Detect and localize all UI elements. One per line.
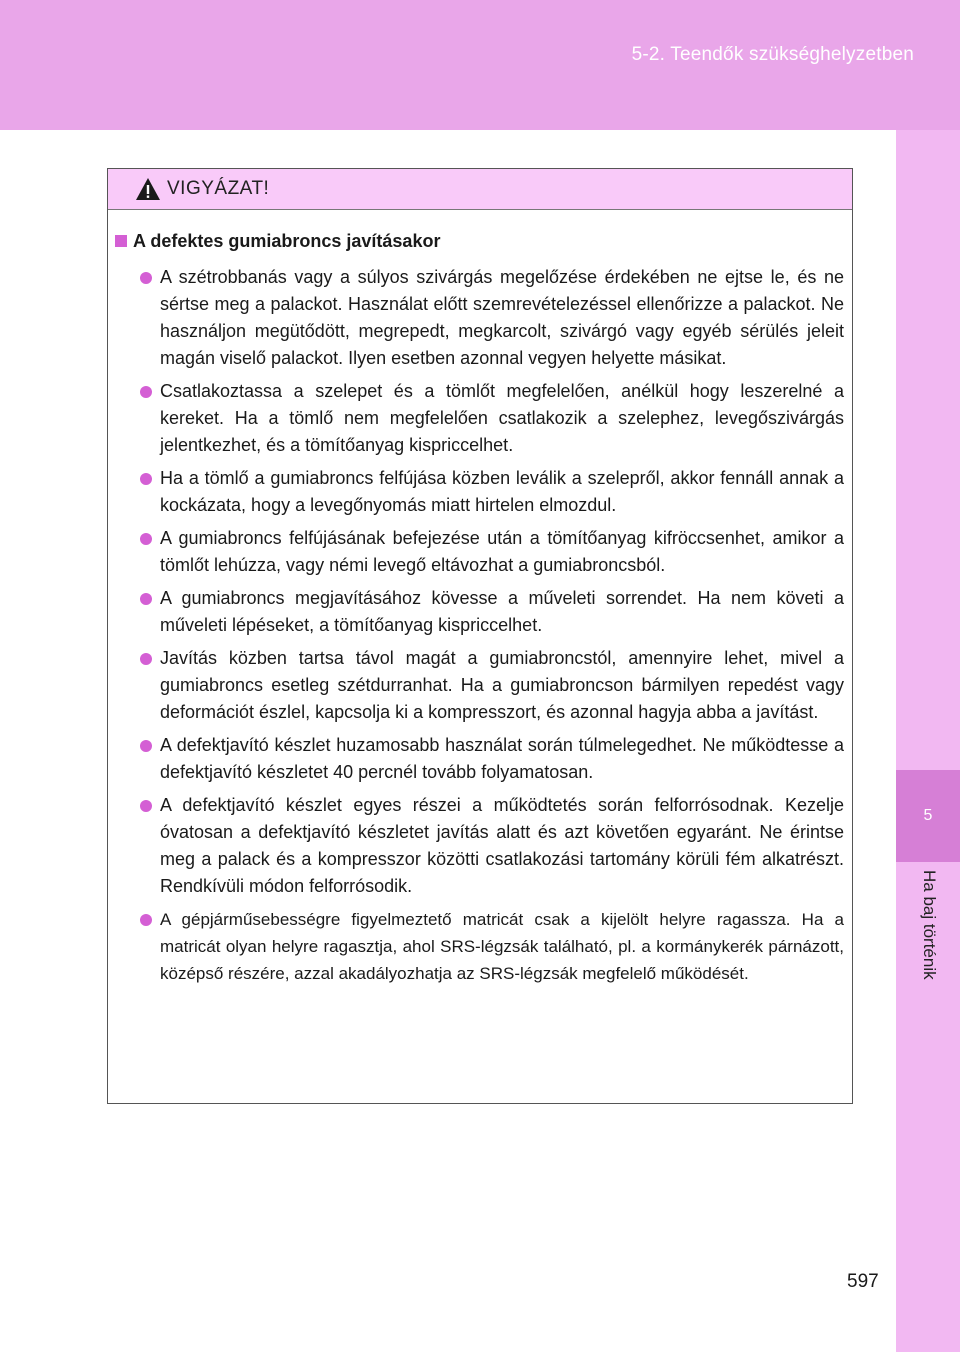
circle-bullet-icon: [140, 593, 152, 605]
list-item: [115, 525, 844, 579]
circle-bullet-icon: [140, 473, 152, 485]
list-item-text: A defektjavító készlet egyes részei a működtetés során felforrósodnak. Kezelje óvatosan a defektjavító készletet javítás alatt és azt követően egyaránt. Ne érintse meg a palack és a kompresszor közötti csatlakozási tartomány körüli fém alkatrészt. Rendkívüli módon felforrósodik.: [160, 795, 844, 896]
list-item: [115, 378, 844, 459]
header-band: [0, 0, 960, 130]
caution-box: [107, 168, 853, 1104]
list-item-text: A szétrobbanás vagy a súlyos szivárgás megelőzése érdekében ne ejtse le, és ne sértse meg a palackot. Használat előtt szemrevételezéssel ellenőrizze a palackot. Ne használjon megütődött, megrepedt, megkarcolt, szivárgó vagy egyéb sérülés jeleit magán viselő palackot. Ilyen esetben azonnal vegyen helyette másikat.: [160, 267, 844, 368]
caution-header: [108, 169, 852, 210]
page-number: 597: [847, 1271, 879, 1292]
chapter-title: Ha baj történik: [920, 870, 939, 980]
list-item-text: A gumiabroncs megjavításához kövesse a műveleti sorrendet. Ha nem követi a műveleti lépéseket, a tömítőanyag kispriccelhet.: [160, 588, 844, 635]
section-header: 5-2. Teendők szükséghelyzetben: [631, 44, 914, 65]
list-item: [115, 732, 844, 786]
list-item: [115, 645, 844, 726]
list-item: [115, 465, 844, 519]
caution-title: VIGYÁZAT!: [167, 178, 270, 199]
side-tab: [896, 130, 960, 1352]
list-item-text: Csatlakoztassa a szelepet és a tömlőt megfelelően, anélkül hogy leszerelné a kereket. Ha a tömlő nem megfelelően csatlakozik a szelephez, levegőszivárgás jelentkezhet, és a tömítőanyag kispriccelhet.: [160, 381, 844, 455]
list-item-text: Javítás közben tartsa távol magát a gumiabroncstól, amennyire lehet, mivel a gumiabroncs esetleg szétdurranhat. Ha a gumiabroncson bármilyen repedést vagy deformációt észlel, kapcsolja ki a kompresszort, és azonnal hagyja abba a javítást.: [160, 648, 844, 722]
list-item-text: A gumiabroncs felfújásának befejezése után a tömítőanyag kifröccsenhet, amikor a tömlőt lehúzza, vagy némi levegő eltávozhat a gumiabroncsból.: [160, 528, 844, 575]
circle-bullet-icon: [140, 386, 152, 398]
list-item-text: Ha a tömlő a gumiabroncs felfújása közben leválik a szelepről, akkor fennáll annak a kockázata, hogy a levegőnyomás miatt hirtelen elmozdul.: [160, 468, 844, 515]
list-item: [115, 585, 844, 639]
list-item: [115, 906, 844, 987]
caution-body: [108, 210, 852, 987]
section-title-text: A defektes gumiabroncs javításakor: [133, 231, 441, 251]
circle-bullet-icon: [140, 914, 152, 926]
warning-triangle-icon: [135, 177, 161, 201]
circle-bullet-icon: [140, 653, 152, 665]
circle-bullet-icon: [140, 800, 152, 812]
list-item-text: A gépjárműsebességre figyelmeztető matricát csak a kijelölt helyre ragassza. Ha a matricát olyan helyre ragasztja, ahol SRS-légzsák található, pl. a kormánykerék párnázott, középső részére, azzal akadályozhatja az SRS-légzsák megfelelő működését.: [160, 910, 844, 983]
circle-bullet-icon: [140, 272, 152, 284]
chapter-number: 5: [923, 807, 933, 824]
chapter-number-tab: [896, 770, 960, 862]
circle-bullet-icon: [140, 740, 152, 752]
list-item: [115, 264, 844, 372]
list-item: [115, 792, 844, 900]
square-bullet-icon: [115, 235, 127, 247]
list-item-text: A defektjavító készlet huzamosabb használat során túlmelegedhet. Ne működtesse a defektjavító készletet 40 percnél tovább folyamatosan.: [160, 735, 844, 782]
circle-bullet-icon: [140, 533, 152, 545]
section-title: [115, 228, 844, 254]
